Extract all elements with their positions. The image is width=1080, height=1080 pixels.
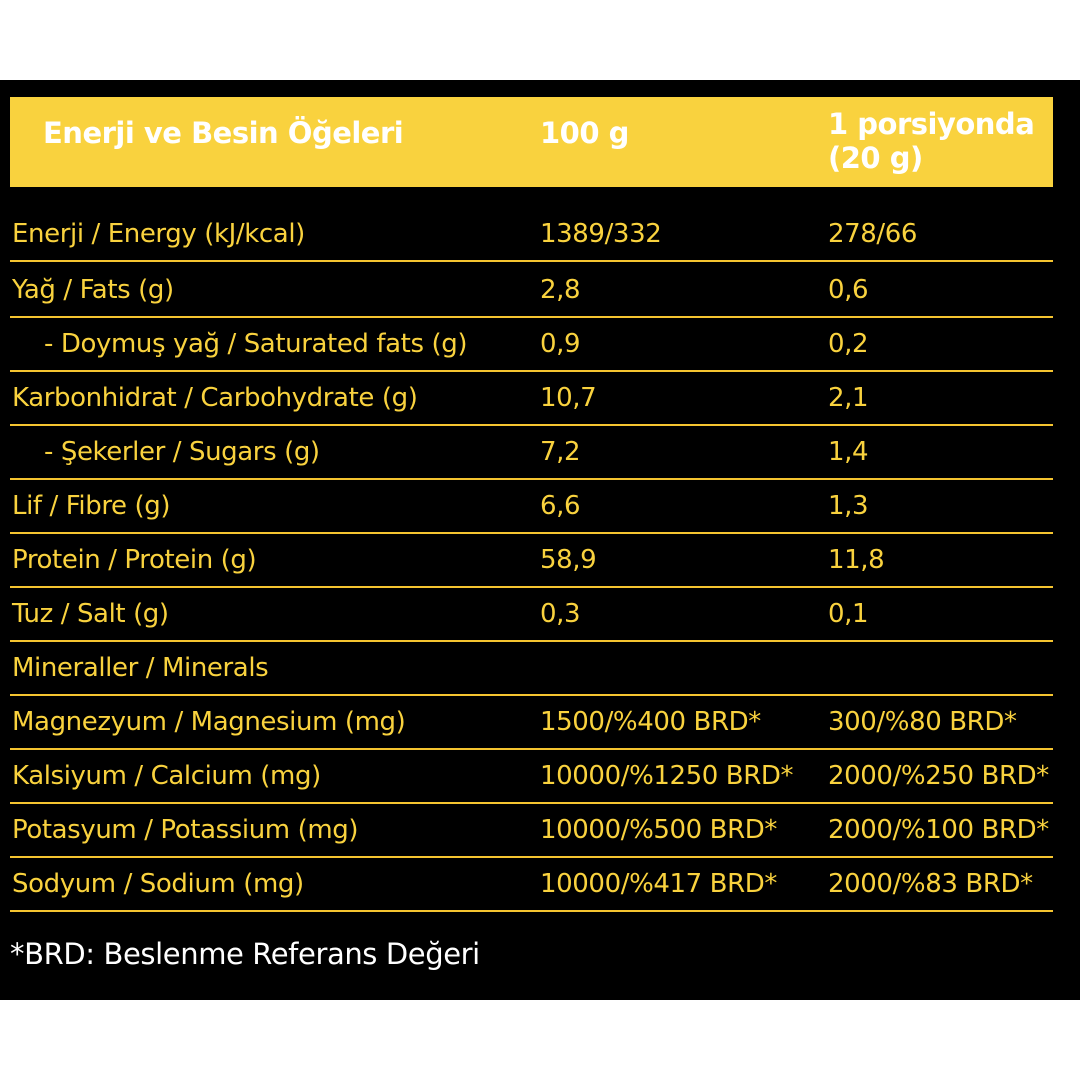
header-per-serving-line2: (20 g) [828,141,923,175]
nutrient-label: Tuz / Salt (g) [12,599,169,629]
table-row [10,264,1053,318]
value-per-serving: 300/%80 BRD* [828,707,1017,737]
nutrient-label: Sodyum / Sodium (mg) [12,869,304,899]
value-per-100g: 58,9 [540,545,597,575]
row-divider [10,260,1053,262]
nutrient-label: Karbonhidrat / Carbohydrate (g) [12,383,418,413]
value-per-100g: 0,9 [540,329,581,359]
value-per-serving: 0,1 [828,599,869,629]
value-per-serving: 0,6 [828,275,869,305]
nutrient-label: Enerji / Energy (kJ/kcal) [12,219,305,249]
table-header [10,97,1053,187]
nutrient-label: Protein / Protein (g) [12,545,257,575]
nutrient-label: Mineraller / Minerals [12,653,269,683]
table-row [10,696,1053,750]
header-per-serving [828,107,1053,175]
value-per-100g: 10,7 [540,383,597,413]
value-per-100g: 10000/%1250 BRD* [540,761,794,791]
header-nutrients: Enerji ve Besin Öğeleri [43,116,404,150]
nutrient-label: - Şekerler / Sugars (g) [44,437,320,467]
table-row [10,372,1053,426]
value-per-serving: 1,4 [828,437,869,467]
value-per-100g: 2,8 [540,275,581,305]
footnote: *BRD: Beslenme Referans Değeri [10,937,480,971]
value-per-serving: 278/66 [828,219,918,249]
value-per-100g: 10000/%417 BRD* [540,869,777,899]
table-row [10,426,1053,480]
table-row [10,208,1053,262]
value-per-serving: 2000/%250 BRD* [828,761,1049,791]
value-per-serving: 2,1 [828,383,869,413]
value-per-serving: 11,8 [828,545,885,575]
nutrient-label: Potasyum / Potassium (mg) [12,815,359,845]
table-row [10,804,1053,858]
header-per-serving-line1: 1 porsiyonda [828,107,1035,141]
value-per-100g: 10000/%500 BRD* [540,815,777,845]
value-per-serving: 1,3 [828,491,869,521]
value-per-serving: 0,2 [828,329,869,359]
value-per-100g: 1389/332 [540,219,662,249]
nutrient-label: Magnezyum / Magnesium (mg) [12,707,406,737]
table-row [10,534,1053,588]
value-per-100g: 0,3 [540,599,581,629]
value-per-100g: 6,6 [540,491,581,521]
value-per-serving: 2000/%83 BRD* [828,869,1033,899]
value-per-100g: 1500/%400 BRD* [540,707,761,737]
value-per-serving: 2000/%100 BRD* [828,815,1049,845]
table-row [10,750,1053,804]
nutrient-label: Yağ / Fats (g) [12,275,174,305]
row-divider [10,910,1053,912]
nutrient-label: Kalsiyum / Calcium (mg) [12,761,321,791]
table-row [10,642,1053,696]
nutrient-label: - Doymuş yağ / Saturated fats (g) [44,329,468,359]
header-per-100g: 100 g [540,116,629,150]
nutrition-table-panel [0,80,1080,1000]
table-row [10,588,1053,642]
table-row [10,480,1053,534]
table-row [10,858,1053,912]
nutrient-label: Lif / Fibre (g) [12,491,171,521]
value-per-100g: 7,2 [540,437,581,467]
table-row [10,318,1053,372]
